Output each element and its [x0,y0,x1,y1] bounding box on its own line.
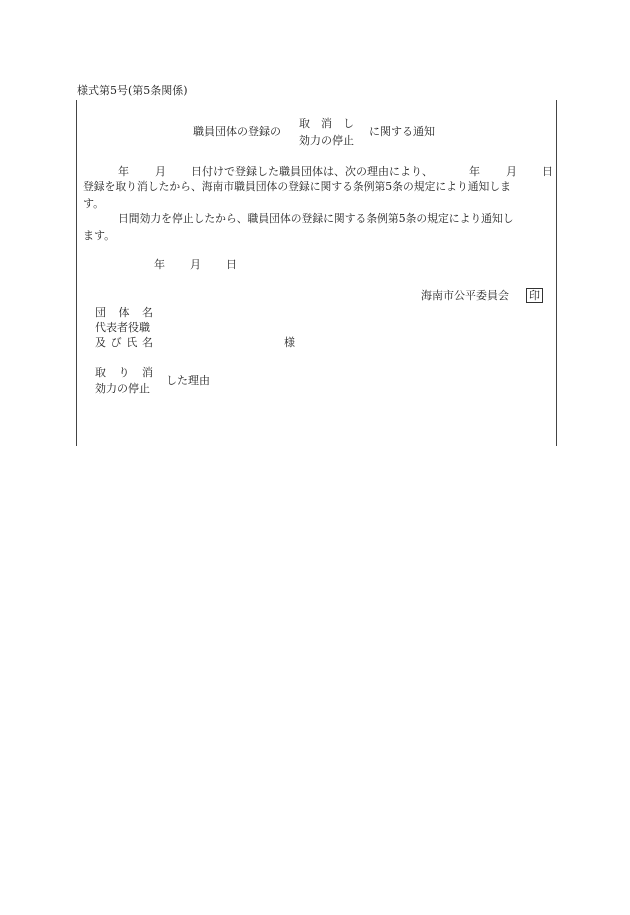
label-char: 及 [95,336,106,349]
label-char: び [110,336,122,349]
label-char: 団 [95,306,106,319]
label-char: 取 [95,366,106,379]
para1-line3: す。 [83,197,105,210]
label-char: り [118,366,130,379]
date-year-label: 年 [154,258,165,271]
title-option-suspend: 効力の停止 [299,134,354,147]
title-option-revoke: 取 消 し [299,117,354,130]
frame-left-border [76,100,77,446]
seal-mark: 印 [526,288,543,303]
para1-year2-label: 年 [469,165,480,178]
para1-month-label: 月 [155,165,166,178]
date-day-label: 日 [226,258,237,271]
reason-label-revoke [95,367,153,378]
para2-line2: ます。 [83,229,116,242]
reason-suffix: した理由 [166,374,210,387]
para1-day2-label: 日 [542,165,553,178]
label-char: 体 [118,306,130,319]
label-char: 名 [141,336,153,349]
label-char: 消 [142,366,153,379]
recipient-honorific: 様 [284,336,295,349]
frame-right-border [556,100,557,446]
recipient-name-label [95,337,153,348]
form-label: 様式第5号(第5条関係) [77,84,188,97]
para1-month2-label: 月 [506,165,517,178]
label-char: 名 [142,306,153,319]
title-prefix: 職員団体の登録の [193,125,281,138]
recipient-organization-label [95,307,153,318]
label-char: 氏 [126,336,138,349]
para1-line2: 登録を取り消したから、海南市職員団体の登録に関する条例第5条の規定により通知しま [83,180,511,193]
title-suffix: に関する通知 [369,125,435,138]
para1-day-text: 日付けで登録した職員団体は、次の理由により、 [191,165,433,178]
issuer-name: 海南市公平委員会 [421,289,509,302]
date-month-label: 月 [190,258,201,271]
para1-year-label: 年 [118,165,129,178]
recipient-position-label: 代表者役職 [95,321,150,334]
para2-line1: 日間効力を停止したから、職員団体の登録に関する条例第5条の規定により通知し [118,212,514,225]
reason-label-suspend: 効力の停止 [95,382,150,395]
